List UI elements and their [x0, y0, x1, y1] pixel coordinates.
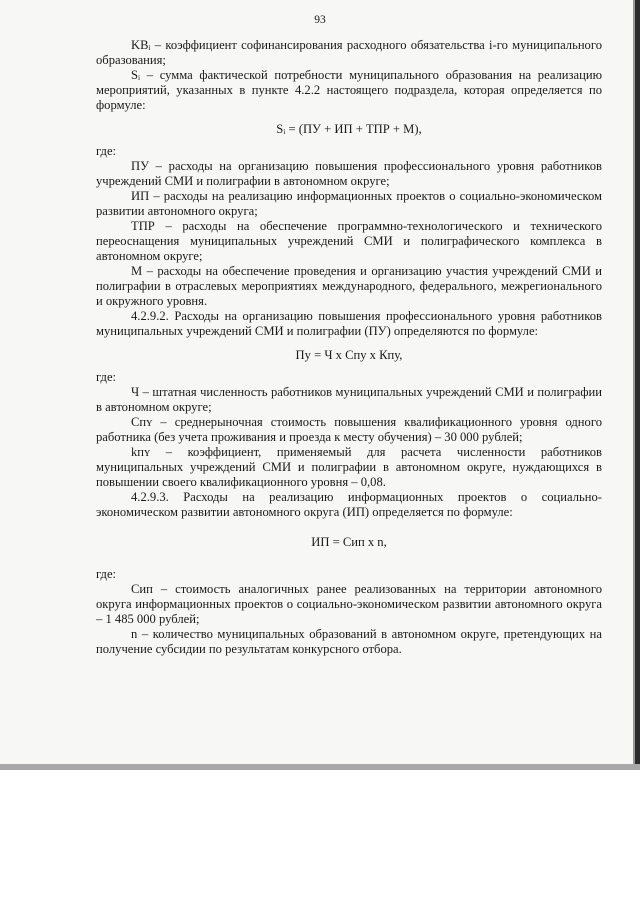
definition-m: М – расходы на обеспечение проведения и организацию участия учреждений СМИ и полиграфии в отраслевых мероприятиях международного, федерального, межрегионального и окружного уровня. [96, 264, 602, 308]
paragraph-s: Sᵢ – сумма фактической потребности муниципального образования на реализацию мероприятий, указанных в пункте 4.2.2 настоящего подраздела, которая определяется по формуле: [96, 68, 602, 112]
formula-s: Sᵢ = (ПУ + ИП + ТПР + М), [276, 122, 422, 136]
definition-kpu: kᴨʏ – коэффициент, применяемый для расчета численности работников муниципальных учреждений СМИ и полиграфии в автономном округе, нуждающихся в повышении своего квалификационного уровня – 0,08. [96, 445, 602, 489]
where-label: где: [96, 370, 117, 384]
where-label: где: [96, 567, 117, 581]
formula-pu: Пу = Ч x Спу x Кпу, [295, 348, 403, 362]
definition-cpu: Сᴨʏ – среднерыночная стоимость повышения квалификационного уровня одного работника (без учета проживания и проезда к месту обучения) – 30 000 рублей; [96, 415, 602, 444]
page-number: 93 [314, 14, 326, 26]
definition-cip: Сᴎᴨ – стоимость аналогичных ранее реализованных на территории автономного округа информационных проектов о социально-экономическом развитии автономного округа – 1 485 000 рублей; [96, 582, 602, 626]
definition-ip: ИП – расходы на реализацию информационных проектов о социально-экономическом развитии автономного округа; [96, 189, 602, 218]
definition-ch: Ч – штатная численность работников муниципальных учреждений СМИ и полиграфии в автономном округе; [96, 385, 602, 414]
section-4-2-9-2: 4.2.9.2. Расходы на организацию повышения профессионального уровня работников муниципальных учреждений СМИ и полиграфии (ПУ) определяются по формуле: [96, 309, 602, 338]
definition-tpr: ТПР – расходы на обеспечение программно-технологического и технического переоснащения муниципальных учреждений СМИ и полиграфического комплекса в автономном округе; [96, 219, 602, 263]
section-4-2-9-3: 4.2.9.3. Расходы на реализацию информационных проектов о социально-экономическом развитии автономного округа (ИП) определяется по формуле: [96, 490, 602, 519]
where-label: где: [96, 144, 117, 158]
formula-ip: ИП = Сᴎᴨ x n, [311, 535, 387, 549]
definition-pu: ПУ – расходы на организацию повышения профессионального уровня работников учреждений СМИ и полиграфии в автономном округе; [96, 159, 602, 188]
definition-n: n – количество муниципальных образований в автономном округе, претендующих на получение субсидии по результатам конкурсного отбора. [96, 627, 602, 656]
paragraph-kb: KBᵢ – коэффициент софинансирования расходного обязательства i-го муниципального образования; [96, 38, 602, 67]
scan-edge-right [635, 0, 640, 770]
scan-edge-bottom [0, 764, 640, 770]
document-body [96, 38, 602, 657]
